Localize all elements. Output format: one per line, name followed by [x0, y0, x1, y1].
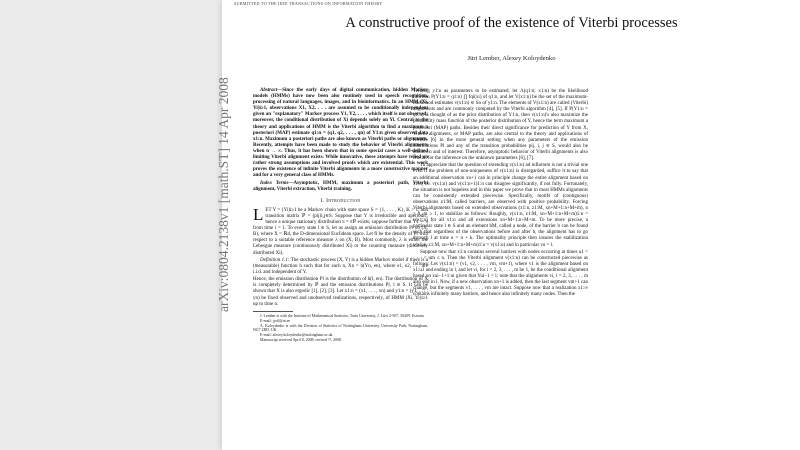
abstract-label: Abstract [260, 88, 278, 93]
footnotes [253, 314, 428, 343]
right-column [413, 89, 588, 300]
index-terms-label: Index Terms [260, 180, 289, 186]
section-heading-introduction: I. Introduction [320, 197, 361, 204]
footnote-line: E-mail: jyril@ut.ee [260, 318, 291, 323]
footnote-line: A. Koloydenko is with the Division of Statistics of Nottingham University, University Park, Nottingham, NG7 2RD, UK. [253, 323, 428, 333]
body-paragraph-1: Treating y1:n as parameters to be estimated, let Λ(q1:n; x1:n) be the likelihood function P(Y1:n = q1:n) ∏ fqi(xi) of q1:n, and let V(x1:n) be the set of the maximum-likelihood estimates v(x1:n) ∈ Sn of y1:n. The elements of V(x1:n) are called (Viterbi) alignments and are commonly computed by the Viterbi algorithm [4], [5]. If P(Y1:n = q1:n) is thought of as the prior distribution of Y1:n, then v(x1:n)'s also maximize the probability mass function of the posterior distribution of Y, hence the term maximum a posteriori (MAP) paths. Besides their direct significance for prediction of Y from X, Viterbi alignments, or MAP paths, are also central to the theory and applications of HMMs [6] in the more general setting when any parameters of the emission distributions Pl and any of the transition probabilities pij, i, j ∈ S, would also be unknown and of interest. Therefore, asymptotic behavior of Viterbi alignments is also crucial for the inference on the unknown parameters [6], [7]. [413, 89, 588, 162]
definition-text: The stochastic process (X, Y) is a hidden Markov model if there is a (measurable) function h such that for each n, Xn = h(Yn, en), where e1, e2, . . . are i.i.d. and independent of Y. [253, 257, 428, 275]
footnote-line: Manuscript received April 8, 2008; revised ??, 2008 [260, 338, 341, 343]
definition-label: Definition 1.1: [260, 257, 290, 263]
paper-authors: Jüri Lember, Alexey Koloydenko [467, 55, 556, 62]
abstract-text: —Since the early days of digital communication, hidden Markov models (HMMs) have now been also routinely used in speech recognition, processing of natural languages, images, and in bioinformatics. In an HMM (Xi, Yi)i≥1, observations X1, X2, . . . are assumed to be conditionally independent given an "explanatory" Markov process Y1, Y2, . . . , which itself is not observed; moreover, the conditional distribution of Xi depends solely on Yi. Central to the theory and applications of HMM is the Viterbi algorithm to find a maximum a posteriori (MAP) estimate q1:n = (q1, q2, . . . , qn) of Y1:n given observed data x1:n. Maximum a posteriori paths are also known as Viterbi paths or alignments. Recently, attempts have been made to study the behavior of Viterbi alignments when n → ∞. Thus, it has been shown that in some special cases a well-defined limiting Viterbi alignment exists. While innovative, these attempts have relied on rather strong assumptions and involved proofs which are existential. This work proves the existence of infinite Viterbi alignments in a more constructive manner and for a very general class of HMMs. [253, 88, 428, 179]
left-column [253, 88, 428, 343]
paper-page [222, 0, 800, 450]
footnote-line: J. Lember is with the Institute of Mathematical Statistics, Tartu University, J. Liivi 2-507, 50409, Estonia. [260, 313, 425, 318]
drop-cap: L [253, 205, 264, 225]
footnote-line: E-mail: alexey.koloydenko@nottingham.ac.uk [260, 333, 333, 338]
index-terms-text: —Asymptotic, HMM, maximum a posteriori path, Viterbi alignment, Viterbi extraction, Viterbi training. [253, 180, 428, 192]
definition-1-1 [253, 258, 428, 276]
footnote-divider [253, 311, 293, 312]
journal-header-note: SUBMITTED TO THE IEEE TRANSACTIONS ON INFORMATION THEORY [234, 1, 383, 6]
intro-paragraph-2: Hence, the emission distribution Pl is the distribution of h(l, en). The distribution of X is completely determined by ℙ and the emission distributions Pl, l ∈ S. It can be shown that X is also ergodic [1], [2], [3]. Let x1:n = (x1, . . . , xn) and y1:n = (y1, . . . , yn) be fixed observed and unobserved realizations, respectively, of HMM (Xi, Yi)i≥1 up to time n. [253, 277, 428, 307]
index-terms [253, 181, 428, 193]
intro-paragraph-1 [253, 205, 428, 257]
body-paragraph-2: To appreciate that the question of extending v(x1:n) ad infinitum is not a trivial one even if the problem of non-uniqueness of v(x1:n) is disregarded, suffice it to say that an additional observation xn+1 can in principle change the entire alignment based on x1:n, i.e. v(x1:n) and v(x1:n+1)1:n can disagree significantly, if not fully. Fortunately, the situation is not hopeless and in this paper we prove that in most HMMs alignments can be consistently extended piecewise. Specifically, motifs of (contiguous) observations z1:M, called barriers, are observed with positive probability. Forcing Viterbi alignments based on extended observations (x1:n, z1:M, xn+M+1:n+M+m), n ≥ 0, m ≥ 1, to stabilize as follows: Roughly, v(x1:n, z1:M, xn+M+1:n+M+m)1:n = v(x1:n) for all x1:n and all extensions xn+M+1:n+M+m. To be more precise, a particular state l ∈ S and an element bM, called a node, of the barrier b can be found such that regardless of the observations before and after b, the alignment has to go through l at time u = n + k. The optimality principle then insures the stabilization v(x1:n, z1:M, xn+M+1:n+M+m)1:u = v(x1:u) and in particular vu = l. [413, 163, 588, 248]
intro-paragraph-1-text: ET Y = (Yi)i≥1 be a Markov chain with state space S = {1, . . . , K}, K > 1, and transition matrix ℙ = (pij)i,j∈S. Suppose that Y is irreducible and aperiodic, hence a unique stationary distribution π = πℙ exists; suppose further that Y1 ∼ π from time i = 1. To every state l ∈ S, let us assign an emission distribution Pl on (X, B), where X = ℝd, the D-dimensional Euclidean space. Let fl be the density of Pl with respect to a suitable reference measure λ on (X, B). Most commonly, λ is either the Lebesgue measure (continuously distributed Xi) or the counting measure (discretely distributed Xi). [253, 207, 428, 256]
abstract [253, 88, 428, 179]
arxiv-identifier: arXiv:0804.2138v1 [math.ST] 14 Apr 2008 [216, 77, 231, 312]
body-paragraph-3: Suppose now that x1:n contains several barriers with nodes occurring at times u1 < · · · < um ≤ n. Then the Viterbi alignment v(x1:n) can be constructed piecewise as follows: Let v(x1:n) = (v1, v2, . . . , vm, vm+1), where v1 is the alignment based on x1:u1 and ending in l, and let vi, for i = 2, 3, . . . , m be 1, be the conditional alignment based on xui−1+1:ui given that Yui−1 = l; note that the alignments vi, i = 2, 3, . . . , m also end in l. Now, if a new observation xn+1 is added, then the last segment vm+1 can change, but the segments v1, . . . , vm are intact. Suppose now that a realization x1:∞ contains infinitely many barriers, and hence also infinitely many nodes. Then the [413, 249, 588, 298]
paper-title: A constructive proof of the existence of Viterbi processes [345, 15, 678, 31]
